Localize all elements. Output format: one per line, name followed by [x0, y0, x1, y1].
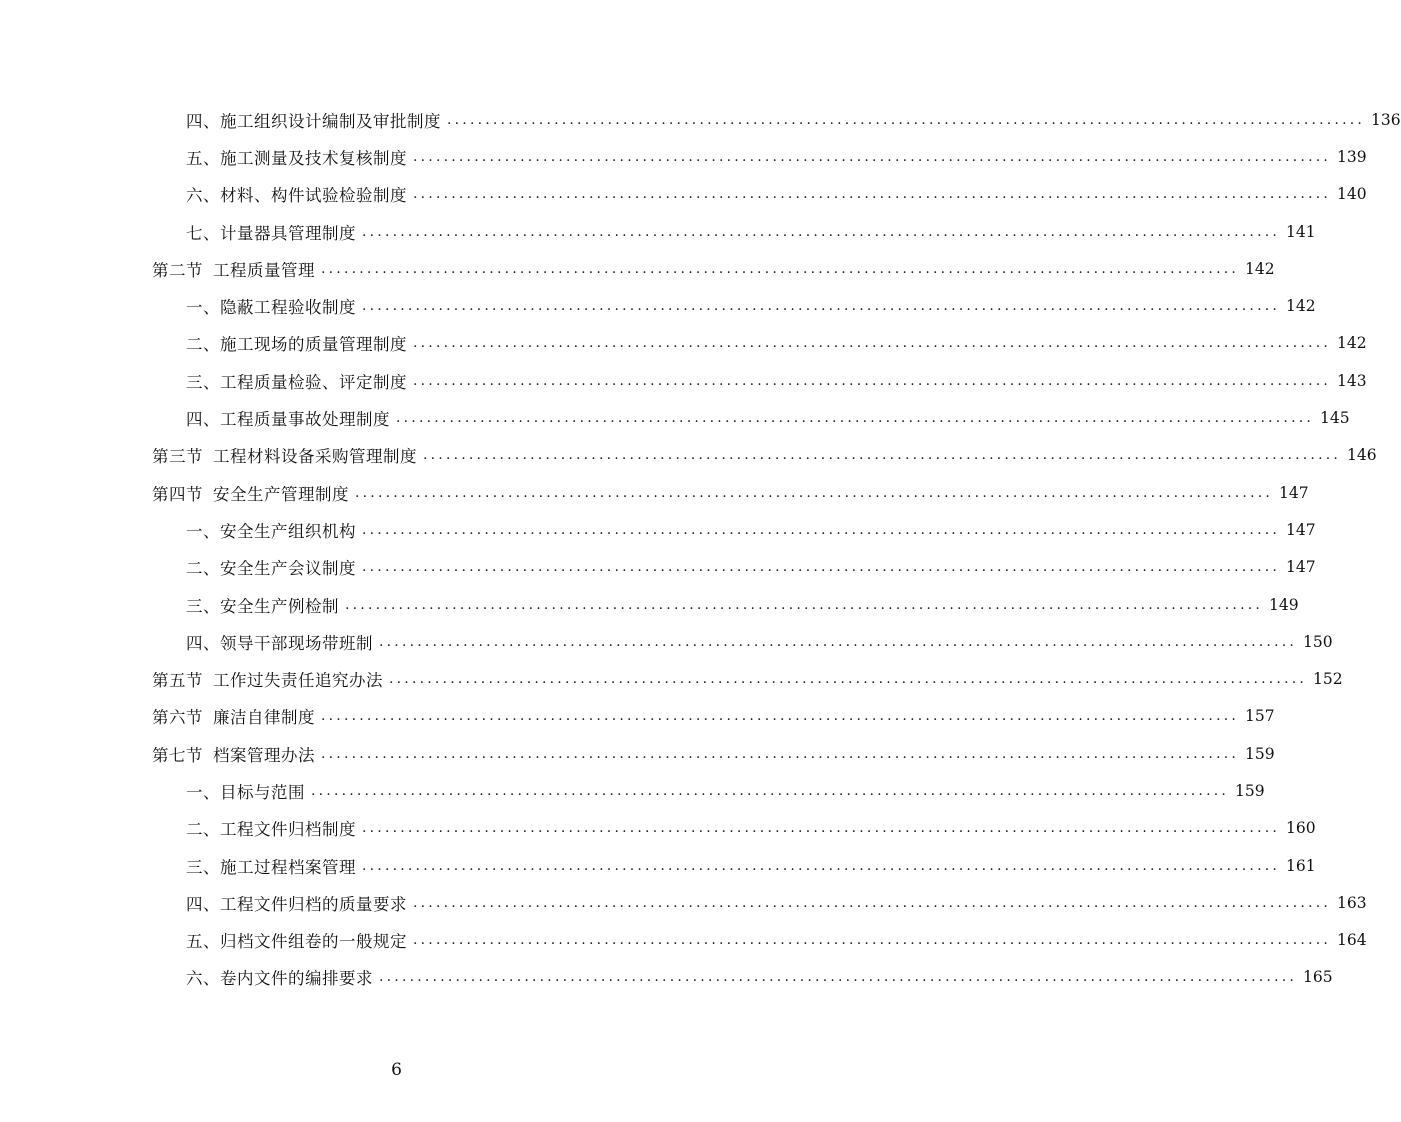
toc-entry-title — [152, 667, 383, 691]
toc-leader-dots: ........................................................................................................................ — [321, 708, 1240, 725]
toc-subsection-entry[interactable] — [0, 549, 1316, 586]
toc-subsection-entry[interactable] — [0, 213, 1316, 250]
toc-leader-dots: ........................................................................................................................ — [379, 633, 1298, 650]
toc-leader-dots: ........................................................................................................................ — [362, 857, 1281, 874]
toc-entry-page-number: 139 — [1337, 147, 1367, 166]
toc-entry-page-number: 159 — [1235, 781, 1265, 800]
toc-subsection-entry[interactable] — [0, 176, 1367, 213]
toc-entry-text: 二、工程文件归档制度 — [186, 820, 356, 840]
toc-entry-title — [186, 816, 356, 840]
toc-entry-page-number: 150 — [1303, 632, 1333, 651]
toc-entry-page-number: 147 — [1279, 483, 1309, 502]
toc-entry-section-number: 第三节 — [152, 447, 203, 467]
toc-leader-dots: ........................................................................................................................ — [321, 745, 1240, 762]
toc-entry-page-number: 157 — [1245, 707, 1275, 726]
toc-entry-text: 四、领导干部现场带班制 — [186, 633, 373, 653]
table-of-contents — [0, 101, 1401, 996]
toc-entry-title — [186, 182, 407, 206]
toc-entry-title — [186, 331, 407, 355]
toc-leader-dots: ........................................................................................................................ — [362, 223, 1281, 240]
toc-entry-page-number: 145 — [1320, 409, 1350, 428]
toc-entry-text: 三、安全生产例检制 — [186, 596, 339, 616]
toc-leader-dots: ........................................................................................................................ — [345, 596, 1264, 613]
toc-section-entry[interactable] — [0, 698, 1275, 735]
toc-subsection-entry[interactable] — [0, 884, 1367, 921]
toc-entry-title — [152, 742, 315, 766]
toc-subsection-entry[interactable] — [0, 287, 1316, 324]
toc-entry-section-number: 第五节 — [152, 671, 203, 691]
toc-entry-page-number: 142 — [1337, 334, 1367, 353]
toc-subsection-entry[interactable] — [0, 138, 1367, 175]
toc-entry-page-number: 165 — [1303, 968, 1333, 987]
toc-subsection-entry[interactable] — [0, 511, 1316, 548]
toc-entry-page-number: 147 — [1286, 520, 1316, 539]
toc-entry-page-number: 140 — [1337, 185, 1367, 204]
toc-entry-text: 二、施工现场的质量管理制度 — [186, 335, 407, 355]
toc-entry-text: 二、安全生产会议制度 — [186, 559, 356, 579]
toc-entry-page-number: 160 — [1286, 819, 1316, 838]
toc-entry-text: 工作过失责任追究办法 — [213, 671, 383, 691]
toc-entry-text: 一、隐蔽工程验收制度 — [186, 298, 356, 318]
toc-entry-text: 五、施工测量及技术复核制度 — [186, 148, 407, 168]
toc-entry-title — [186, 369, 407, 393]
toc-entry-page-number: 161 — [1286, 856, 1316, 875]
toc-entry-title — [152, 704, 315, 728]
toc-entry-title — [186, 406, 390, 430]
toc-leader-dots: ........................................................................................................................ — [413, 932, 1332, 949]
toc-entry-title — [186, 145, 407, 169]
toc-leader-dots: ........................................................................................................................ — [379, 969, 1298, 986]
toc-section-entry[interactable] — [0, 437, 1377, 474]
toc-entry-title — [186, 779, 305, 803]
toc-leader-dots: ........................................................................................................................ — [396, 410, 1315, 427]
toc-leader-dots: ........................................................................................................................ — [389, 671, 1308, 688]
toc-entry-page-number: 149 — [1269, 595, 1299, 614]
toc-leader-dots: ........................................................................................................................ — [447, 111, 1366, 128]
toc-entry-title — [186, 593, 339, 617]
toc-entry-text: 工程材料设备采购管理制度 — [213, 447, 417, 467]
toc-subsection-entry[interactable] — [0, 847, 1316, 884]
toc-leader-dots: ........................................................................................................................ — [413, 186, 1332, 203]
toc-section-entry[interactable] — [0, 474, 1309, 511]
toc-entry-text: 三、施工过程档案管理 — [186, 857, 356, 877]
toc-leader-dots: ........................................................................................................................ — [362, 820, 1281, 837]
toc-entry-text: 一、目标与范围 — [186, 782, 305, 802]
toc-leader-dots: ........................................................................................................................ — [362, 298, 1281, 315]
toc-entry-title — [186, 630, 373, 654]
toc-entry-title — [152, 481, 349, 505]
toc-entry-title — [186, 555, 356, 579]
toc-subsection-entry[interactable] — [0, 772, 1265, 809]
toc-leader-dots: ........................................................................................................................ — [423, 447, 1342, 464]
toc-entry-page-number: 141 — [1286, 222, 1316, 241]
toc-entry-section-number: 第四节 — [152, 484, 203, 504]
toc-entry-page-number: 142 — [1245, 259, 1275, 278]
toc-entry-text: 四、施工组织设计编制及审批制度 — [186, 111, 441, 131]
toc-entry-text: 七、计量器具管理制度 — [186, 223, 356, 243]
toc-entry-title — [152, 443, 417, 467]
toc-leader-dots: ........................................................................................................................ — [311, 782, 1230, 799]
toc-entry-text: 档案管理办法 — [213, 745, 315, 765]
toc-entry-text: 五、归档文件组卷的一般规定 — [186, 932, 407, 952]
toc-entry-title — [186, 108, 441, 132]
toc-entry-title — [186, 294, 356, 318]
toc-entry-page-number: 146 — [1347, 446, 1377, 465]
toc-entry-text: 廉洁自律制度 — [213, 708, 315, 728]
toc-subsection-entry[interactable] — [0, 623, 1333, 660]
toc-subsection-entry[interactable] — [0, 399, 1350, 436]
toc-entry-section-number: 第二节 — [152, 260, 203, 280]
toc-entry-text: 六、卷内文件的编排要求 — [186, 969, 373, 989]
toc-subsection-entry[interactable] — [0, 922, 1367, 959]
toc-leader-dots: ........................................................................................................................ — [362, 521, 1281, 538]
page-number: 6 — [391, 1060, 402, 1080]
toc-entry-text: 三、工程质量检验、评定制度 — [186, 372, 407, 392]
toc-entry-text: 工程质量管理 — [213, 260, 315, 280]
toc-entry-page-number: 163 — [1337, 893, 1367, 912]
toc-subsection-entry[interactable] — [0, 101, 1401, 138]
toc-entry-page-number: 143 — [1337, 371, 1367, 390]
toc-section-entry[interactable] — [0, 735, 1275, 772]
toc-entry-page-number: 136 — [1371, 110, 1401, 129]
toc-subsection-entry[interactable] — [0, 810, 1316, 847]
toc-section-entry[interactable] — [0, 250, 1275, 287]
toc-entry-title — [152, 257, 315, 281]
toc-leader-dots: ........................................................................................................................ — [413, 148, 1332, 165]
toc-subsection-entry[interactable] — [0, 325, 1367, 362]
toc-entry-page-number: 142 — [1286, 297, 1316, 316]
toc-leader-dots: ........................................................................................................................ — [321, 260, 1240, 277]
toc-entry-section-number: 第七节 — [152, 745, 203, 765]
toc-subsection-entry[interactable] — [0, 959, 1333, 996]
toc-entry-page-number: 152 — [1313, 670, 1343, 689]
toc-entry-title — [186, 928, 407, 952]
toc-entry-page-number: 147 — [1286, 558, 1316, 577]
toc-entry-title — [186, 854, 356, 878]
toc-subsection-entry[interactable] — [0, 362, 1367, 399]
toc-entry-text: 一、安全生产组织机构 — [186, 521, 356, 541]
toc-entry-title — [186, 518, 356, 542]
toc-section-entry[interactable] — [0, 660, 1343, 697]
toc-subsection-entry[interactable] — [0, 586, 1299, 623]
toc-entry-page-number: 164 — [1337, 931, 1367, 950]
toc-entry-text: 六、材料、构件试验检验制度 — [186, 186, 407, 206]
toc-entry-title — [186, 220, 356, 244]
toc-leader-dots: ........................................................................................................................ — [362, 559, 1281, 576]
toc-leader-dots: ........................................................................................................................ — [413, 372, 1332, 389]
toc-entry-title — [186, 891, 407, 915]
toc-leader-dots: ........................................................................................................................ — [355, 484, 1274, 501]
toc-entry-title — [186, 965, 373, 989]
toc-entry-page-number: 159 — [1245, 744, 1275, 763]
toc-leader-dots: ........................................................................................................................ — [413, 335, 1332, 352]
toc-entry-text: 四、工程质量事故处理制度 — [186, 410, 390, 430]
toc-entry-text: 四、工程文件归档的质量要求 — [186, 894, 407, 914]
toc-entry-text: 安全生产管理制度 — [213, 484, 349, 504]
toc-entry-section-number: 第六节 — [152, 708, 203, 728]
toc-leader-dots: ........................................................................................................................ — [413, 894, 1332, 911]
